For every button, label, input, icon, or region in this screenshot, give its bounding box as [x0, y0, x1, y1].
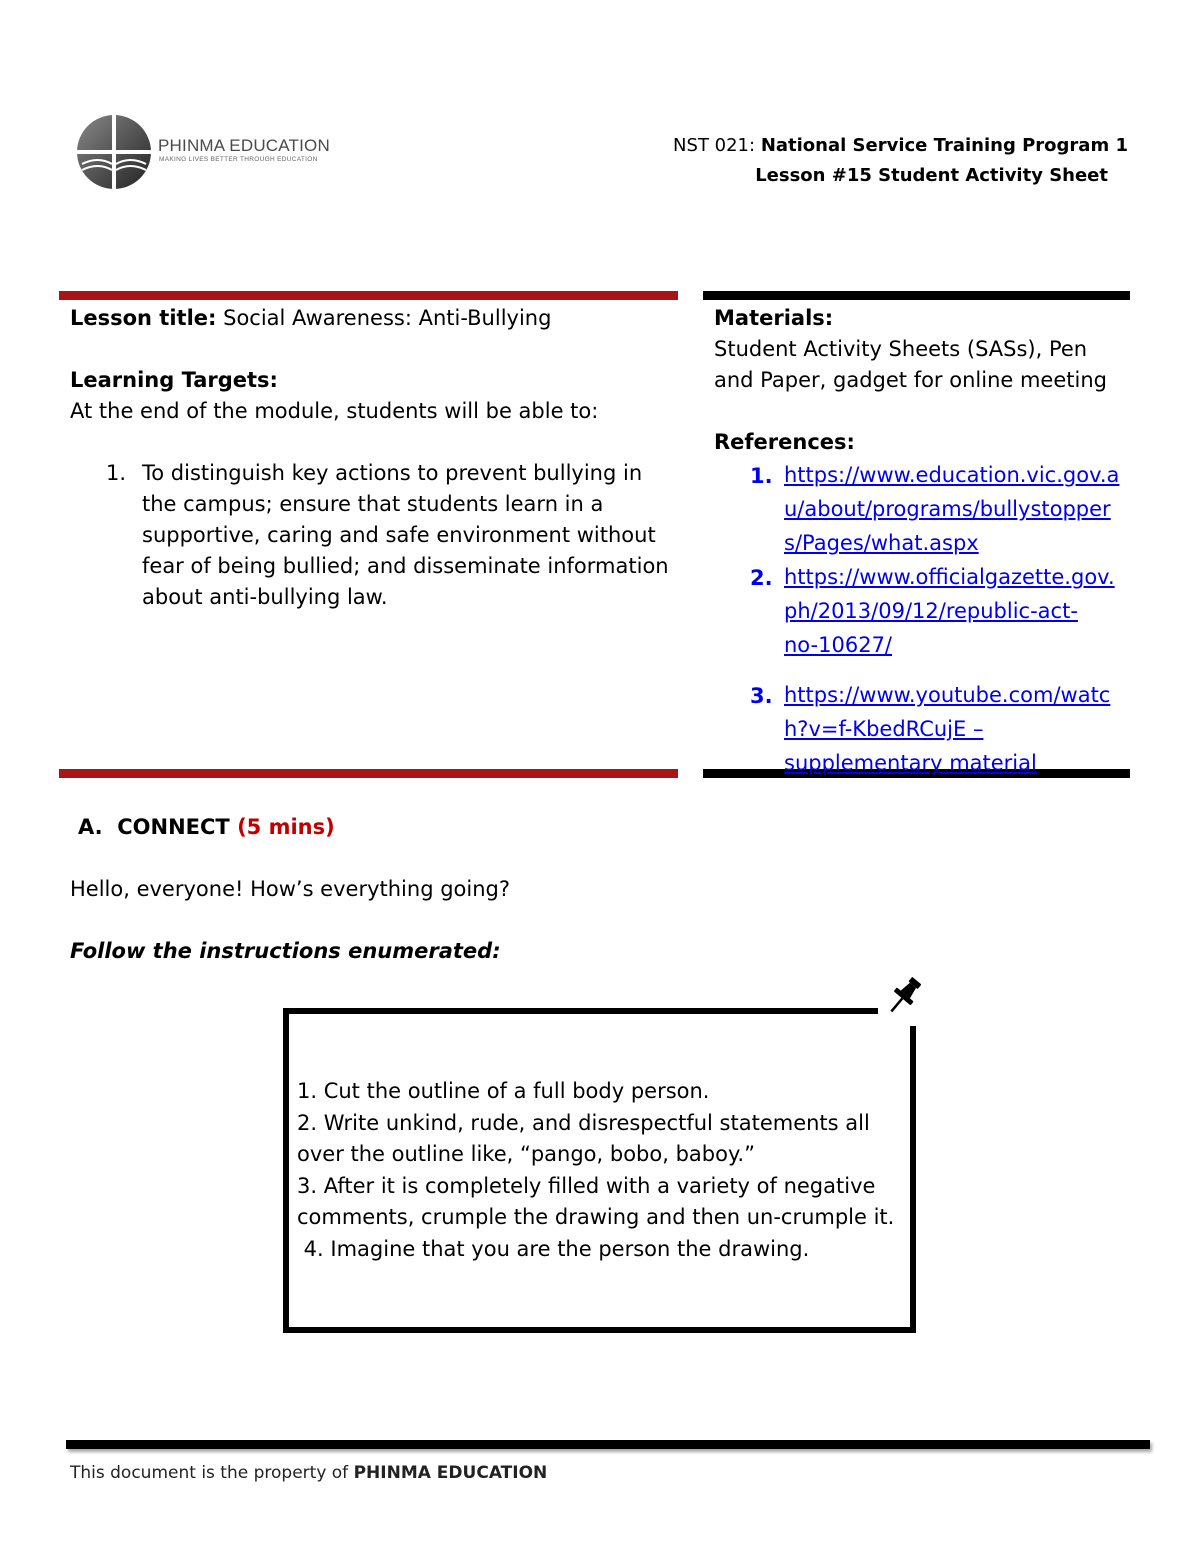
- instruction-step: 2. Write unkind, rude, and disrespectful statements all: [297, 1110, 870, 1135]
- lesson-title: [70, 303, 670, 334]
- instruction-step: 3. After it is completely filled with a variety of negative: [297, 1173, 876, 1198]
- footer-prefix: This document is the property of: [70, 1463, 354, 1483]
- sheet-title: Lesson #15 Student Activity Sheet: [755, 165, 1108, 186]
- learning-targets-intro: At the end of the module, students will be able to:: [70, 399, 599, 423]
- learning-target-item: [70, 458, 670, 613]
- document-header: [673, 131, 1128, 191]
- section-a-heading: [78, 812, 335, 842]
- phinma-logo: [74, 112, 334, 192]
- instruction-steps: [297, 1076, 897, 1265]
- reference-item[interactable]: [714, 560, 1124, 662]
- instruction-step: comments, crumple the drawing and then un-crumple it.: [297, 1205, 895, 1229]
- pushpin-icon: [880, 972, 928, 1020]
- reference-link[interactable]: https://www.officialgazette.gov. ph/2013/09/12/republic-act- no-10627/: [784, 565, 1115, 657]
- materials-line: Student Activity Sheets (SASs), Pen: [714, 337, 1088, 361]
- target-line: To distinguish key actions to prevent bullying in: [142, 461, 643, 485]
- note-border-top: [283, 1008, 878, 1014]
- materials-label: Materials:: [714, 306, 834, 330]
- footer-owner: PHINMA EDUCATION: [353, 1463, 548, 1483]
- section-letter: A.: [78, 815, 103, 839]
- list-number: 2.: [750, 566, 773, 590]
- left-panel-bottom-rule: [59, 769, 678, 778]
- footer-ownership: [70, 1460, 547, 1486]
- greeting-text: Hello, everyone! How’s everything going?: [70, 877, 511, 901]
- learning-targets-label: Learning Targets:: [70, 368, 278, 392]
- lesson-title-value: Social Awareness: Anti-Bullying: [223, 306, 552, 330]
- logo-tagline: MAKING LIVES BETTER THROUGH EDUCATION: [159, 156, 318, 163]
- section-title: CONNECT: [117, 815, 230, 839]
- logo-name: PHINMA EDUCATION: [158, 136, 330, 155]
- instructions-note-box: [283, 1008, 911, 1328]
- note-border-right: [910, 1026, 916, 1333]
- list-number: 1.: [106, 461, 127, 485]
- target-line: supportive, caring and safe environment without: [142, 523, 656, 547]
- target-line: the campus; ensure that students learn in a: [142, 492, 604, 516]
- left-panel-top-rule: [59, 291, 678, 300]
- list-number: 1.: [750, 464, 773, 488]
- list-number: 3.: [750, 684, 773, 708]
- reference-item[interactable]: [714, 678, 1124, 780]
- instructions-heading: Follow the instructions enumerated:: [70, 939, 501, 963]
- footer-rule: [66, 1440, 1150, 1449]
- note-border-left: [283, 1008, 289, 1333]
- lesson-info-panel: [70, 303, 670, 613]
- lesson-title-label: Lesson title:: [70, 306, 217, 330]
- phinma-logo-mark-icon: [74, 112, 154, 192]
- course-code: NST 021:: [673, 135, 756, 156]
- course-title: National Service Training Program 1: [760, 135, 1128, 156]
- note-border-bottom: [283, 1327, 916, 1333]
- reference-item[interactable]: [714, 458, 1124, 560]
- learning-targets-list: [70, 458, 670, 613]
- references-list: [714, 458, 1124, 780]
- course-line: [673, 131, 1128, 161]
- materials-line: and Paper, gadget for online meeting: [714, 368, 1107, 392]
- references-label: References:: [714, 430, 855, 454]
- reference-link[interactable]: https://www.education.vic.gov.a u/about/programs/bullystopper s/Pages/what.aspx: [784, 463, 1120, 555]
- instruction-step: over the outline like, “pango, bobo, baboy.”: [297, 1142, 755, 1166]
- right-panel-top-rule: [703, 291, 1130, 300]
- instruction-step: 4. Imagine that you are the person the drawing.: [297, 1236, 810, 1261]
- reference-link[interactable]: https://www.youtube.com/watc h?v=f-KbedRCujE – supplementary material: [784, 683, 1111, 775]
- instruction-step: 1. Cut the outline of a full body person.: [297, 1079, 710, 1103]
- section-duration: (5 mins): [237, 815, 335, 839]
- target-line: about anti-bullying law.: [142, 585, 388, 609]
- target-line: fear of being bullied; and disseminate information: [142, 554, 669, 578]
- materials-panel: [714, 303, 1124, 780]
